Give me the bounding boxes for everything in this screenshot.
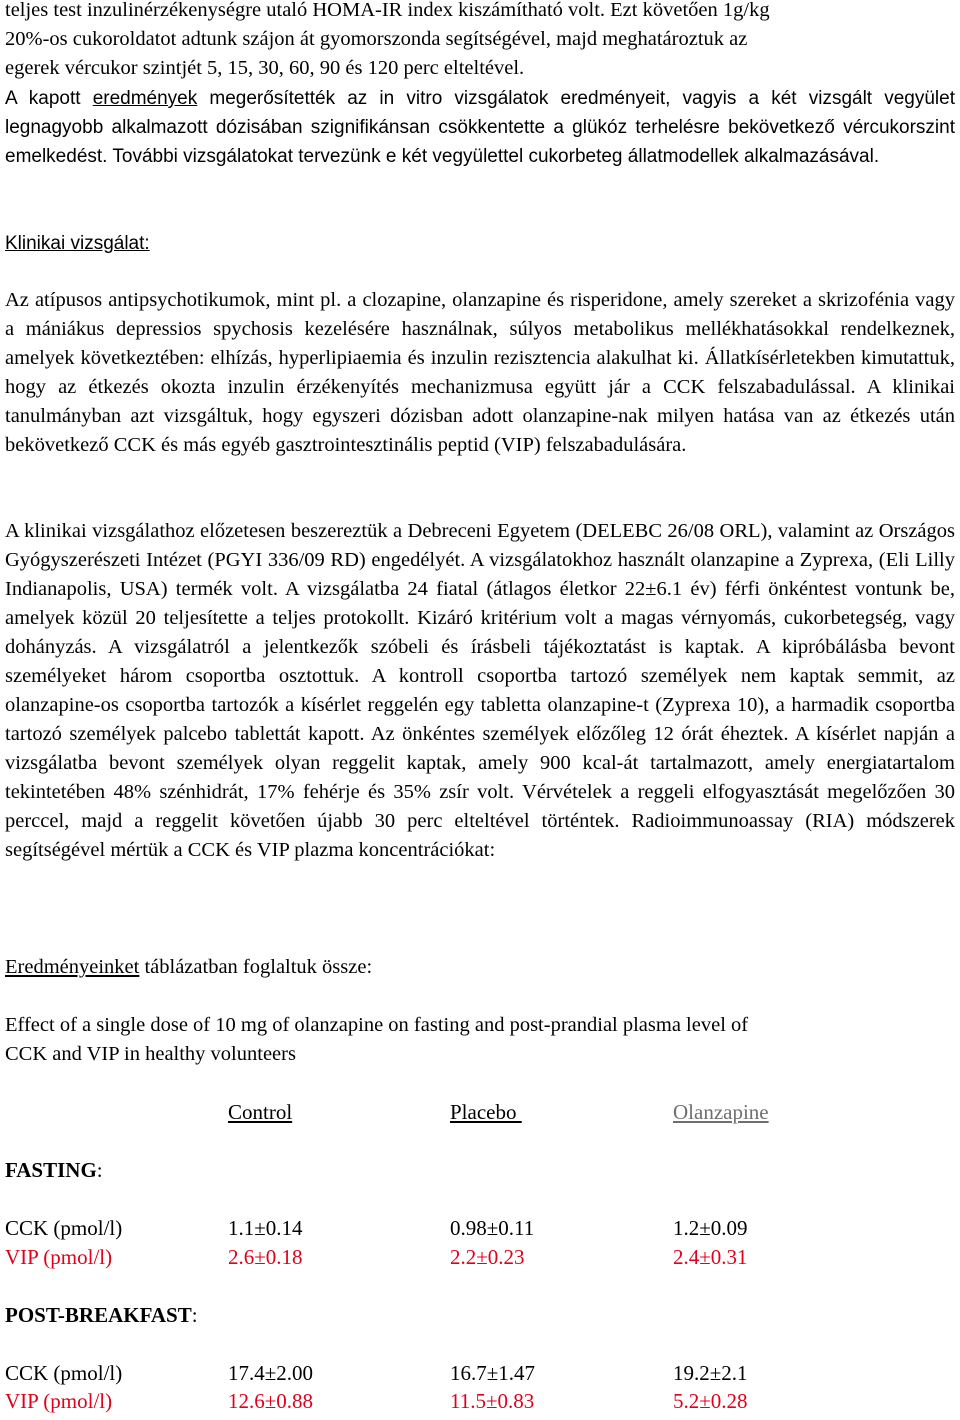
cell-cck-post-olanzapine: 19.2±2.1 [673,1361,748,1385]
header-control: Control [228,1100,293,1124]
eredmenyek-link[interactable]: eredmények [92,88,198,109]
cell-cck-fasting-olanzapine: 1.2±0.09 [673,1216,748,1240]
table-row [0,1387,960,1416]
cell-cck-fasting-placebo: 0.98±0.11 [450,1216,535,1240]
cell-cck-fasting-control: 1.1±0.14 [228,1216,303,1240]
table-caption-line-1: Effect of a single dose of 10 mg of olanzapine on fasting and post-prandial plasma level of [5,1014,749,1036]
row-label-vip-fasting: VIP (pmol/l) [5,1245,113,1269]
fasting-label: FASTING [5,1158,97,1182]
eredmenyeinket-link[interactable]: Eredményeinket [5,956,140,978]
post-breakfast-label: POST-BREAKFAST [5,1303,192,1327]
table-caption-line-2: CCK and VIP in healthy volunteers [5,1043,296,1065]
paragraph-prefix: A kapott [5,88,93,109]
paragraph-clinical-methods: A klinikai vizsgálathoz előzetesen beszereztük a Debreceni Egyetem (DELEBC 26/08 ORL), valamint az Országos Gyógyszerészeti Intézet (PGYI 336/09 RD) engedélyét. A vizsgálatokhoz használt olanzapine a Zyprexa, (Eli Lilly Indianapolis, USA) termék volt. A vizsgálatba 24 fiatal (átlagos életkor 22±6.1 év) férfi önkéntest vontunk be, amelyek közül 20 teljesítette a teljes protokollt. Kizáró kritérium volt a magas vérnyomás, cukorbetegség, vagy dohányzás. A vizsgálatról a jelentkezők szóbeli és írásbeli tájékoztatást is kaptak. A kipróbálásba bevont személyeket három csoportba osztottuk. A kontroll csoportba tartozó személyek nem kaptak semmit, az olanzapine-os csoportba tartozók a kísérlet reggelén egy tabletta olanzapine-t (Zyprexa 10), a harmadik csoportba tartozó személyek palcebo tablettát kapott. Az önkéntes személyek előzőleg 12 órát éheztek. A kísérlet napján a vizsgálatba bevont személyek olyan reggelit kaptak, amely 900 kcal-át tartalmazott, amely energiatartalom tekintetében 48% szénhidrát, 17% fehérje és 35% zsír volt. Vérvételek a reggeli elfogyasztását megelőzően 30 perccel, majd a reggelit követően újabb 30 perc elteltével történtek. Radioimmunoassay (RIA) módszerek segítségével mértük a CCK és VIP plazma koncentrációkat: [5,520,955,861]
cell-vip-fasting-placebo: 2.2±0.23 [450,1245,525,1269]
row-label-cck-fasting: CCK (pmol/l) [5,1216,123,1240]
clinical-heading-text: Klinikai vizsgálat: [5,233,150,254]
cell-cck-post-control: 17.4±2.00 [228,1361,314,1385]
results-line-rest: táblázatban foglaltuk össze: [139,956,373,978]
table-row [0,1359,960,1388]
table-header-row [0,1098,960,1127]
table-row [0,1214,960,1243]
cell-cck-post-placebo: 16.7±1.47 [450,1361,536,1385]
row-label-vip-post: VIP (pmol/l) [5,1389,113,1413]
header-olanzapine: Olanzapine [673,1100,769,1124]
row-label-cck-post: CCK (pmol/l) [5,1361,123,1385]
paragraph-body: megerősítették az in vitro vizsgálatok eredményeit, vagyis a két vizsgált vegyület legnagyobb alkalmazott dózisában szignifikánsan csökkentette a glükóz terhelésre bekövetkező vércukorszint emelkedést. További vizsgálatokat tervezünk e két vegyülettel cukorbeteg állatmodellek alkalmazásával. [5,88,955,167]
cell-vip-fasting-control: 2.6±0.18 [228,1245,303,1269]
post-breakfast-section-label [0,1301,960,1330]
fasting-colon: : [96,1158,103,1182]
post-breakfast-colon: : [191,1303,198,1327]
paragraph-results-animal [5,84,955,171]
cell-vip-post-control: 12.6±0.88 [228,1389,314,1413]
fasting-section-label [0,1156,960,1185]
results-line [5,953,372,982]
cell-vip-fasting-olanzapine: 2.4±0.31 [673,1245,748,1269]
cell-vip-post-olanzapine: 5.2±0.28 [673,1389,748,1413]
paragraph-intro-line-3: egerek vércukor szintjét 5, 15, 30, 60, 90 és 120 perc elteltével. [5,57,525,79]
paragraph-clinical-intro: Az atípusos antipsychotikumok, mint pl. a clozapine, olanzapine és risperidone, amely szereket a skrizofénia vagy a mániákus depressios spychosis kezelésére használnak, súlyos metabolikus mellékhatásokkal rendelkeznek, amelyek következtében: elhízás, hyperlipiaemia és inzulin rezisztencia alakulhat ki. Állatkísérletekben kimutattuk, hogy az étkezés okozta inzulin érzékenyítés mechanizmusa együtt jár a CCK felszabadulással. A klinikai tanulmányban azt vizsgáltuk, hogy egyszeri dózisban adott olanzapine-nak milyen hatása van az étkezés után bekövetkező CCK és más egyéb gasztrointesztinális peptid (VIP) felszabadulására. [5,289,955,456]
table-row [0,1243,960,1272]
paragraph-intro [5,0,955,83]
cell-vip-post-placebo: 11.5±0.83 [450,1389,535,1413]
clinical-heading [5,229,955,258]
paragraph-intro-line-2: 20%-os cukoroldatot adtunk szájon át gyomorszonda segítségével, majd meghatároztuk az [5,28,748,50]
paragraph-intro-line-1: teljes test inzulinérzékenységre utaló HOMA-IR index kiszámítható volt. Ezt követően 1g/kg [5,0,770,21]
header-placebo: Placebo [450,1100,522,1124]
